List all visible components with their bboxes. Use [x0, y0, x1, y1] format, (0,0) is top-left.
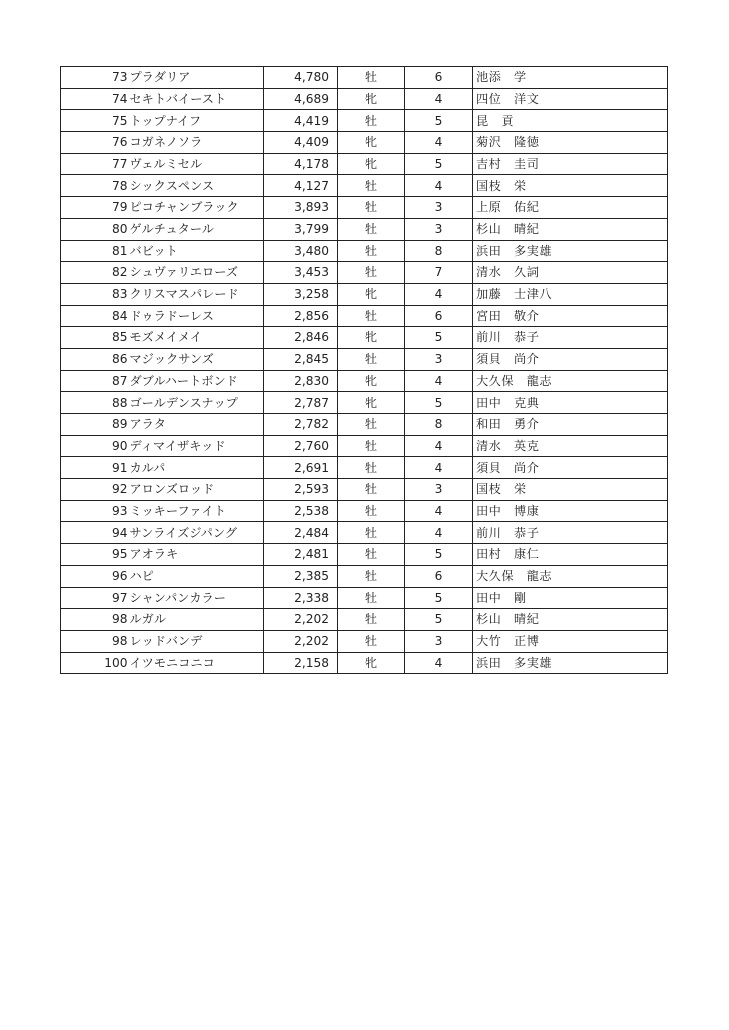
horse-name-cell: ヴェルミセル: [129, 153, 264, 175]
sex-cell: 牡: [338, 197, 405, 219]
rank-cell: 97: [61, 587, 129, 609]
age-cell: 5: [405, 587, 473, 609]
rank-cell: 74: [61, 88, 129, 110]
sex-cell: 牡: [338, 457, 405, 479]
table-row: [61, 175, 668, 197]
sex-cell: 牡: [338, 175, 405, 197]
rank-cell: 83: [61, 283, 129, 305]
age-cell: 5: [405, 153, 473, 175]
sex-cell: 牝: [338, 153, 405, 175]
rank-cell: 95: [61, 544, 129, 566]
rank-cell: 93: [61, 500, 129, 522]
age-cell: 4: [405, 175, 473, 197]
trainer-cell: 清水 英克: [473, 435, 668, 457]
trainer-cell: 田中 博康: [473, 500, 668, 522]
horse-name-cell: ダブルハートボンド: [129, 370, 264, 392]
trainer-cell: 田村 康仁: [473, 544, 668, 566]
horse-name-cell: ゲルチュタール: [129, 218, 264, 240]
sex-cell: 牝: [338, 132, 405, 154]
trainer-cell: 大久保 龍志: [473, 565, 668, 587]
prize-money-cell: 2,760: [264, 435, 338, 457]
age-cell: 5: [405, 392, 473, 414]
table-row: [61, 88, 668, 110]
trainer-cell: 菊沢 隆徳: [473, 132, 668, 154]
horse-name-cell: レッドバンデ: [129, 630, 264, 652]
sex-cell: 牡: [338, 348, 405, 370]
sex-cell: 牡: [338, 67, 405, 89]
horse-name-cell: ディマイザキッド: [129, 435, 264, 457]
age-cell: 3: [405, 348, 473, 370]
table-row: [61, 283, 668, 305]
age-cell: 4: [405, 500, 473, 522]
age-cell: 4: [405, 435, 473, 457]
sex-cell: 牝: [338, 370, 405, 392]
sex-cell: 牡: [338, 305, 405, 327]
prize-money-cell: 2,484: [264, 522, 338, 544]
trainer-cell: 四位 洋文: [473, 88, 668, 110]
horse-name-cell: コガネノソラ: [129, 132, 264, 154]
horse-name-cell: ピコチャンブラック: [129, 197, 264, 219]
table-row: [61, 414, 668, 436]
sex-cell: 牡: [338, 240, 405, 262]
prize-money-cell: 3,258: [264, 283, 338, 305]
table-row: [61, 457, 668, 479]
prize-money-cell: 3,893: [264, 197, 338, 219]
age-cell: 3: [405, 197, 473, 219]
sex-cell: 牡: [338, 500, 405, 522]
sex-cell: 牡: [338, 544, 405, 566]
table-row: [61, 240, 668, 262]
sex-cell: 牝: [338, 327, 405, 349]
table-row: [61, 197, 668, 219]
trainer-cell: 宮田 敬介: [473, 305, 668, 327]
rank-cell: 75: [61, 110, 129, 132]
prize-money-cell: 3,453: [264, 262, 338, 284]
rank-cell: 92: [61, 479, 129, 501]
prize-money-cell: 4,127: [264, 175, 338, 197]
rank-cell: 88: [61, 392, 129, 414]
horse-name-cell: アオラキ: [129, 544, 264, 566]
prize-money-cell: 2,202: [264, 609, 338, 631]
trainer-cell: 上原 佑紀: [473, 197, 668, 219]
prize-money-cell: 4,178: [264, 153, 338, 175]
sex-cell: 牡: [338, 565, 405, 587]
trainer-cell: 大久保 龍志: [473, 370, 668, 392]
horse-name-cell: ゴールデンスナップ: [129, 392, 264, 414]
table-row: [61, 327, 668, 349]
age-cell: 4: [405, 283, 473, 305]
rank-cell: 89: [61, 414, 129, 436]
table-row: [61, 305, 668, 327]
age-cell: 4: [405, 457, 473, 479]
prize-money-cell: 2,691: [264, 457, 338, 479]
prize-money-cell: 4,780: [264, 67, 338, 89]
table-row: [61, 110, 668, 132]
horse-name-cell: モズメイメイ: [129, 327, 264, 349]
rank-cell: 81: [61, 240, 129, 262]
sex-cell: 牝: [338, 392, 405, 414]
rank-cell: 73: [61, 67, 129, 89]
sex-cell: 牡: [338, 609, 405, 631]
trainer-cell: 浜田 多実雄: [473, 652, 668, 674]
ranking-table: [60, 66, 668, 674]
trainer-cell: 浜田 多実雄: [473, 240, 668, 262]
horse-name-cell: マジックサンズ: [129, 348, 264, 370]
rank-cell: 98: [61, 630, 129, 652]
age-cell: 4: [405, 652, 473, 674]
horse-name-cell: プラダリア: [129, 67, 264, 89]
sex-cell: 牡: [338, 479, 405, 501]
rank-cell: 85: [61, 327, 129, 349]
prize-money-cell: 2,593: [264, 479, 338, 501]
age-cell: 5: [405, 544, 473, 566]
table-row: [61, 392, 668, 414]
rank-cell: 79: [61, 197, 129, 219]
rank-cell: 100: [61, 652, 129, 674]
age-cell: 4: [405, 522, 473, 544]
age-cell: 5: [405, 110, 473, 132]
rank-cell: 82: [61, 262, 129, 284]
sex-cell: 牝: [338, 88, 405, 110]
horse-name-cell: ミッキーファイト: [129, 500, 264, 522]
horse-name-cell: トップナイフ: [129, 110, 264, 132]
horse-name-cell: シックスペンス: [129, 175, 264, 197]
rank-cell: 86: [61, 348, 129, 370]
sex-cell: 牡: [338, 414, 405, 436]
table-row: [61, 479, 668, 501]
horse-name-cell: クリスマスパレード: [129, 283, 264, 305]
trainer-cell: 国枝 栄: [473, 479, 668, 501]
age-cell: 3: [405, 630, 473, 652]
trainer-cell: 大竹 正博: [473, 630, 668, 652]
prize-money-cell: 2,338: [264, 587, 338, 609]
age-cell: 4: [405, 88, 473, 110]
table-row: [61, 153, 668, 175]
prize-money-cell: 2,830: [264, 370, 338, 392]
trainer-cell: 田中 克典: [473, 392, 668, 414]
horse-name-cell: イツモニコニコ: [129, 652, 264, 674]
sex-cell: 牡: [338, 218, 405, 240]
sex-cell: 牡: [338, 435, 405, 457]
prize-money-cell: 2,538: [264, 500, 338, 522]
prize-money-cell: 2,481: [264, 544, 338, 566]
prize-money-cell: 4,419: [264, 110, 338, 132]
table-row: [61, 652, 668, 674]
age-cell: 3: [405, 479, 473, 501]
rank-cell: 84: [61, 305, 129, 327]
trainer-cell: 吉村 圭司: [473, 153, 668, 175]
trainer-cell: 国枝 栄: [473, 175, 668, 197]
trainer-cell: 昆 貢: [473, 110, 668, 132]
table-row: [61, 348, 668, 370]
table-row: [61, 370, 668, 392]
rank-cell: 98: [61, 609, 129, 631]
trainer-cell: 須貝 尚介: [473, 348, 668, 370]
age-cell: 4: [405, 132, 473, 154]
table-row: [61, 67, 668, 89]
table-row: [61, 630, 668, 652]
rank-cell: 90: [61, 435, 129, 457]
trainer-cell: 田中 剛: [473, 587, 668, 609]
rank-cell: 77: [61, 153, 129, 175]
sex-cell: 牡: [338, 587, 405, 609]
sex-cell: 牡: [338, 262, 405, 284]
prize-money-cell: 2,158: [264, 652, 338, 674]
horse-name-cell: カルパ: [129, 457, 264, 479]
table-row: [61, 587, 668, 609]
trainer-cell: 和田 勇介: [473, 414, 668, 436]
table-row: [61, 262, 668, 284]
age-cell: 4: [405, 370, 473, 392]
trainer-cell: 加藤 士津八: [473, 283, 668, 305]
table-row: [61, 132, 668, 154]
horse-name-cell: アラタ: [129, 414, 264, 436]
rank-cell: 78: [61, 175, 129, 197]
age-cell: 5: [405, 609, 473, 631]
trainer-cell: 杉山 晴紀: [473, 218, 668, 240]
sex-cell: 牡: [338, 522, 405, 544]
age-cell: 7: [405, 262, 473, 284]
sex-cell: 牡: [338, 630, 405, 652]
trainer-cell: 清水 久詞: [473, 262, 668, 284]
rank-cell: 87: [61, 370, 129, 392]
rank-cell: 76: [61, 132, 129, 154]
horse-name-cell: シャンパンカラー: [129, 587, 264, 609]
prize-money-cell: 3,799: [264, 218, 338, 240]
prize-money-cell: 2,787: [264, 392, 338, 414]
table-row: [61, 218, 668, 240]
rank-cell: 96: [61, 565, 129, 587]
horse-name-cell: ドゥラドーレス: [129, 305, 264, 327]
horse-name-cell: セキトバイースト: [129, 88, 264, 110]
rank-cell: 94: [61, 522, 129, 544]
rank-cell: 91: [61, 457, 129, 479]
horse-name-cell: アロンズロッド: [129, 479, 264, 501]
prize-money-cell: 4,409: [264, 132, 338, 154]
prize-money-cell: 2,846: [264, 327, 338, 349]
trainer-cell: 杉山 晴紀: [473, 609, 668, 631]
prize-money-cell: 2,845: [264, 348, 338, 370]
rank-cell: 80: [61, 218, 129, 240]
prize-money-cell: 2,782: [264, 414, 338, 436]
age-cell: 6: [405, 305, 473, 327]
age-cell: 8: [405, 414, 473, 436]
table-row: [61, 500, 668, 522]
trainer-cell: 池添 学: [473, 67, 668, 89]
table-row: [61, 435, 668, 457]
prize-money-cell: 2,856: [264, 305, 338, 327]
sex-cell: 牡: [338, 110, 405, 132]
sex-cell: 牝: [338, 652, 405, 674]
horse-name-cell: バビット: [129, 240, 264, 262]
age-cell: 6: [405, 565, 473, 587]
sex-cell: 牝: [338, 283, 405, 305]
table-row: [61, 565, 668, 587]
prize-money-cell: 4,689: [264, 88, 338, 110]
prize-money-cell: 2,385: [264, 565, 338, 587]
horse-name-cell: ルガル: [129, 609, 264, 631]
age-cell: 3: [405, 218, 473, 240]
trainer-cell: 須貝 尚介: [473, 457, 668, 479]
trainer-cell: 前川 恭子: [473, 522, 668, 544]
prize-money-cell: 3,480: [264, 240, 338, 262]
age-cell: 5: [405, 327, 473, 349]
trainer-cell: 前川 恭子: [473, 327, 668, 349]
age-cell: 8: [405, 240, 473, 262]
horse-name-cell: シュヴァリエローズ: [129, 262, 264, 284]
age-cell: 6: [405, 67, 473, 89]
ranking-table-body: [61, 67, 668, 674]
table-row: [61, 522, 668, 544]
table-row: [61, 609, 668, 631]
table-row: [61, 544, 668, 566]
horse-name-cell: サンライズジパング: [129, 522, 264, 544]
horse-name-cell: ハピ: [129, 565, 264, 587]
prize-money-cell: 2,202: [264, 630, 338, 652]
